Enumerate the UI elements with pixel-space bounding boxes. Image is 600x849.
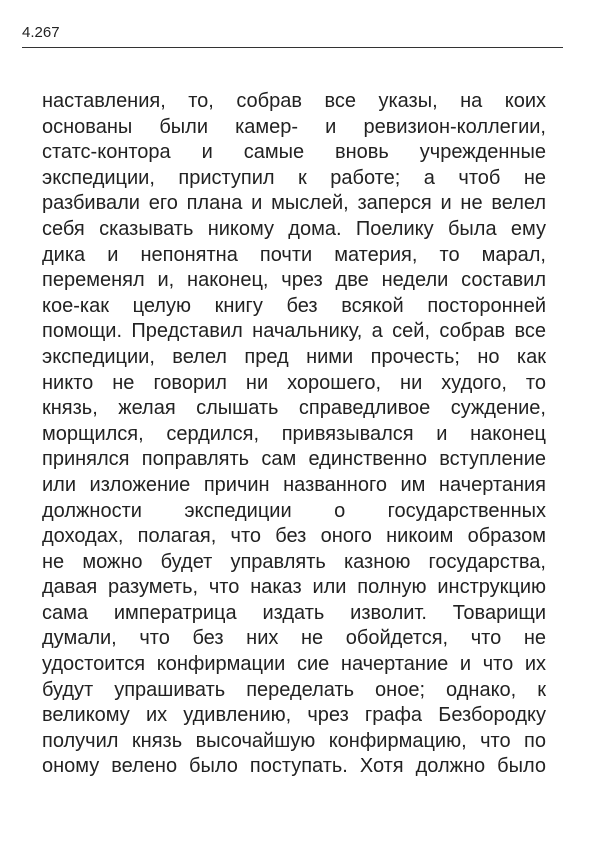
text-line: экспедиции, велел пред ними прочесть; но как	[42, 345, 546, 368]
text-line: принялся поправлять сам единственно вступление	[42, 448, 546, 471]
text-line: оному велено было поступать. Хотя должно было	[42, 755, 546, 778]
text-line: себя сказывать никому дома. Поелику была ему	[42, 217, 546, 240]
text-line: доходах, полагая, что без оного никоим образом	[42, 525, 546, 548]
text-line: должности экспедиции о государственных	[42, 499, 546, 522]
text-line: разбивали его плана и мыслей, заперся и не велел	[42, 192, 546, 215]
text-line: будут упрашивать переделать оное; однако, к	[42, 678, 546, 701]
text-line: или изложение причин названного им начертания	[42, 473, 546, 496]
text-line: статс-контора и самые вновь учрежденные	[42, 141, 546, 164]
text-line: никто не говорил ни хорошего, ни худого, то	[42, 371, 546, 394]
text-line: сама императрица издать изволит. Товарищи	[42, 601, 546, 624]
text-line: основаны были камер- и ревизион-коллегии,	[42, 115, 546, 138]
text-line: думали, что без них не обойдется, что не	[42, 627, 546, 650]
page-header	[22, 24, 563, 48]
body-text	[42, 89, 546, 780]
text-line: получил князь высочайшую конфирмацию, что по	[42, 729, 546, 752]
text-line: князь, желая слышать справедливое суждение,	[42, 397, 546, 420]
text-line: помощи. Представил начальнику, а сей, собрав все	[42, 320, 546, 343]
text-line: великому их удивлению, чрез графа Безбородку	[42, 704, 546, 727]
text-line: не можно будет управлять казною государства,	[42, 550, 546, 573]
text-line: давая разуметь, что наказ или полную инструкцию	[42, 576, 546, 599]
text-line: морщился, сердился, привязывался и наконец	[42, 422, 546, 445]
page-number: 4.267	[22, 24, 60, 41]
text-line: удостоится конфирмации сие начертание и что их	[42, 653, 546, 676]
text-line: экспедиции, приступил к работе; а чтоб не	[42, 166, 546, 189]
text-line: дика и непонятна почти материя, то марал,	[42, 243, 546, 266]
text-line: переменял и, наконец, чрез две недели составил	[42, 269, 546, 292]
text-line: кое-как целую книгу без всякой посторонней	[42, 294, 546, 317]
text-line: наставления, то, собрав все указы, на коих	[42, 90, 546, 112]
